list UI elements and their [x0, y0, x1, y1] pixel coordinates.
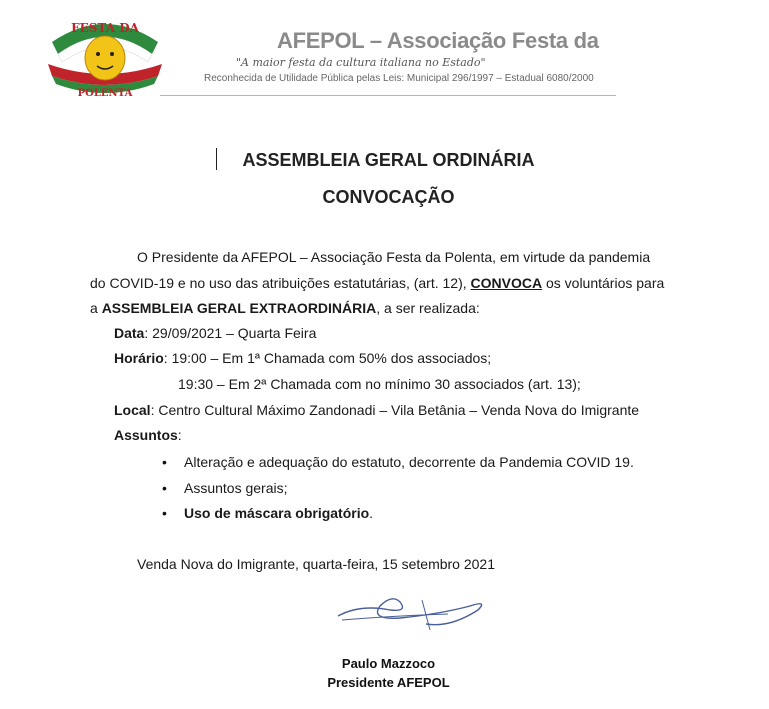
time-line-1: Horário: 19:00 – Em 1ª Chamada com 50% dos associados;	[114, 350, 492, 366]
subject-item: Alteração e adequação do estatuto, decorrente da Pandemia COVID 19.	[184, 454, 634, 470]
bullet-icon: •	[162, 480, 167, 496]
document-subtitle: CONVOCAÇÃO	[322, 187, 455, 207]
subject-item: Assuntos gerais;	[184, 480, 288, 496]
association-title: AFEPOL – Associação Festa da	[277, 28, 599, 53]
subject-item: Uso de máscara obrigatório.	[184, 505, 374, 521]
recognition-text: Reconhecida de Utilidade Pública pelas Leis: Municipal 296/1997 – Estadual 6080/2000	[204, 73, 594, 84]
time-line-2: 19:30 – Em 2ª Chamada com no mínimo 30 associados (art. 13);	[178, 376, 581, 392]
svg-text:POLENTA: POLENTA	[77, 88, 133, 99]
location-line: Local: Centro Cultural Máximo Zandonadi – Vila Betânia – Venda Nova do Imigrante	[114, 402, 640, 418]
paragraph-line-3: a ASSEMBLEIA GERAL EXTRAORDINÁRIA, a ser realizada:	[90, 300, 480, 316]
association-motto: "A maior festa da cultura italiana no Estado"	[236, 56, 486, 69]
signature	[330, 590, 500, 640]
signer-role: Presidente AFEPOL	[327, 675, 450, 690]
bullet-icon: •	[162, 454, 167, 470]
signer-name: Paulo Mazzoco	[341, 656, 436, 671]
document-title: ASSEMBLEIA GERAL ORDINÁRIA	[242, 150, 535, 170]
paragraph-line-2: do COVID-19 e no uso das atribuições estatutárias, (art. 12), CONVOCA os voluntários para	[90, 275, 665, 291]
header-divider	[160, 95, 616, 96]
paragraph-line-1: O Presidente da AFEPOL – Associação Festa da Polenta, em virtude da pandemia	[137, 249, 651, 265]
date-line: Data: 29/09/2021 – Quarta Feira	[114, 325, 317, 341]
bullet-icon: •	[162, 505, 167, 521]
festa-da-polenta-logo	[42, 14, 168, 100]
place-date: Venda Nova do Imigrante, quarta-feira, 15 setembro 2021	[137, 556, 495, 572]
subjects-label: Assuntos:	[114, 427, 182, 443]
svg-text:FESTA DA: FESTA DA	[71, 21, 139, 35]
